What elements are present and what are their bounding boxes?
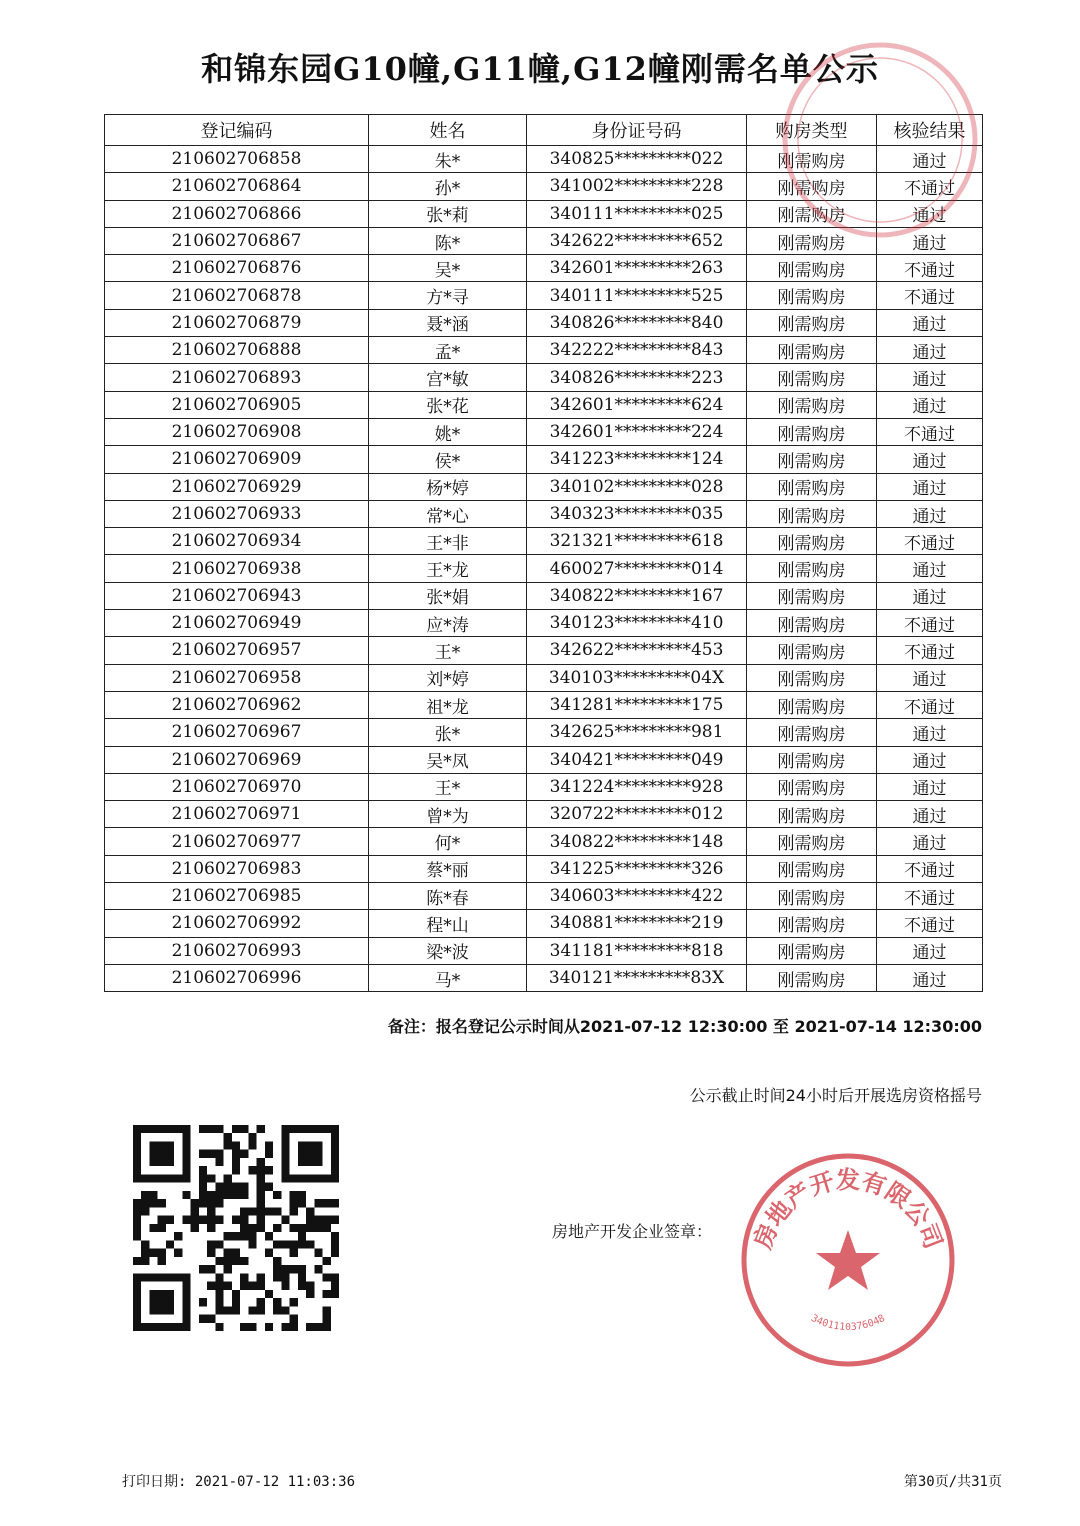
table-row [105,773,983,800]
name-cell: 孙* [369,173,527,200]
table-row [105,391,983,418]
verification-result-cell: 通过 [877,664,983,691]
purchase-type-cell: 刚需购房 [747,146,877,173]
verification-result-cell: 通过 [877,937,983,964]
purchase-type-cell: 刚需购房 [747,473,877,500]
purchase-type-cell: 刚需购房 [747,910,877,937]
id-number-cell: 340421*********049 [527,746,747,773]
registration-code-cell: 210602706879 [105,309,369,336]
purchase-type-cell: 刚需购房 [747,500,877,527]
table-row [105,446,983,473]
table-row [105,746,983,773]
purchase-type-cell: 刚需购房 [747,964,877,991]
name-cell: 宫*敏 [369,364,527,391]
registration-code-cell: 210602706970 [105,773,369,800]
faded-seal-stamp [770,30,980,260]
id-number-cell: 342601*********224 [527,418,747,445]
verification-result-cell: 不通过 [877,610,983,637]
id-number-cell: 460027*********014 [527,555,747,582]
svg-text:3401110376048 [809,1313,887,1333]
column-header-name: 姓名 [369,115,527,146]
registration-code-cell: 210602706949 [105,610,369,637]
id-number-cell: 341225*********326 [527,855,747,882]
registration-code-cell: 210602706938 [105,555,369,582]
registration-code-cell: 210602706908 [105,418,369,445]
registration-code-cell: 210602706864 [105,173,369,200]
verification-result-cell: 不通过 [877,418,983,445]
table-row [105,964,983,991]
name-cell: 马* [369,964,527,991]
qr-code-icon [133,1125,339,1331]
id-number-cell: 340121*********83X [527,964,747,991]
table-row [105,828,983,855]
publicity-period-note: 备注：报名登记公示时间从2021-07-12 12:30:00 至 2021-07-14 12:30:00 [387,1017,982,1036]
id-number-cell: 341181*********818 [527,937,747,964]
registration-code-cell: 210602706996 [105,964,369,991]
id-number-cell: 320722*********012 [527,801,747,828]
verification-result-cell: 不通过 [877,528,983,555]
purchase-type-cell: 刚需购房 [747,937,877,964]
id-number-cell: 340111*********525 [527,282,747,309]
seal-label: 房地产开发企业签章： [552,1222,713,1241]
name-cell: 陈* [369,227,527,254]
document-title: 和锦东园G10幢,G11幢,G12幢刚需名单公示 [201,50,879,88]
registration-code-cell: 210602706985 [105,883,369,910]
id-number-cell: 341224*********928 [527,773,747,800]
name-cell: 方*寻 [369,282,527,309]
table-row [105,801,983,828]
name-cell: 常*心 [369,500,527,527]
purchase-type-cell: 刚需购房 [747,664,877,691]
id-number-cell: 340826*********223 [527,364,747,391]
table-row [105,610,983,637]
verification-result-cell: 不通过 [877,910,983,937]
purchase-type-cell: 刚需购房 [747,282,877,309]
name-cell: 程*山 [369,910,527,937]
id-number-cell: 340881*********219 [527,910,747,937]
table-row [105,937,983,964]
roster-body [105,146,983,992]
page-indicator: 第30页/共31页 [903,1474,1002,1490]
purchase-type-cell: 刚需购房 [747,719,877,746]
registration-code-cell: 210602706967 [105,719,369,746]
print-date: 打印日期: 2021-07-12 11:03:36 [122,1474,356,1490]
verification-result-cell: 通过 [877,773,983,800]
purchase-type-cell: 刚需购房 [747,773,877,800]
name-cell: 祖*龙 [369,691,527,718]
id-number-cell: 321321*********618 [527,528,747,555]
name-cell: 梁*波 [369,937,527,964]
registration-code-cell: 210602706971 [105,801,369,828]
registration-code-cell: 210602706876 [105,255,369,282]
purchase-type-cell: 刚需购房 [747,883,877,910]
table-row [105,528,983,555]
name-cell: 姚* [369,418,527,445]
id-number-cell: 340825*********022 [527,146,747,173]
verification-result-cell: 通过 [877,555,983,582]
purchase-type-cell: 刚需购房 [747,610,877,637]
table-row [105,473,983,500]
registration-code-cell: 210602706993 [105,937,369,964]
purchase-type-cell: 刚需购房 [747,828,877,855]
id-number-cell: 340323*********035 [527,500,747,527]
registration-code-cell: 210602706893 [105,364,369,391]
table-row [105,883,983,910]
name-cell: 王* [369,773,527,800]
verification-result-cell: 通过 [877,337,983,364]
name-cell: 杨*婷 [369,473,527,500]
table-row [105,282,983,309]
id-number-cell: 340603*********422 [527,883,747,910]
name-cell: 朱* [369,146,527,173]
name-cell: 孟* [369,337,527,364]
id-number-cell: 341002*********228 [527,173,747,200]
table-row [105,910,983,937]
registration-code-cell: 210602706905 [105,391,369,418]
purchase-type-cell: 刚需购房 [747,555,877,582]
name-cell: 王*非 [369,528,527,555]
table-row [105,555,983,582]
name-cell: 张* [369,719,527,746]
table-row [105,309,983,336]
table-row [105,855,983,882]
verification-result-cell: 通过 [877,446,983,473]
registration-code-cell: 210602706878 [105,282,369,309]
verification-result-cell: 通过 [877,828,983,855]
seal-number: 3401110376048 [809,1312,887,1333]
registration-code-cell: 210602706929 [105,473,369,500]
id-number-cell: 341223*********124 [527,446,747,473]
verification-result-cell: 不通过 [877,282,983,309]
id-number-cell: 341281*********175 [527,691,747,718]
purchase-type-cell: 刚需购房 [747,418,877,445]
verification-result-cell: 不通过 [877,637,983,664]
purchase-type-cell: 刚需购房 [747,200,877,227]
name-cell: 蔡*丽 [369,855,527,882]
column-header-registration-code: 登记编码 [105,115,369,146]
id-number-cell: 342625*********981 [527,719,747,746]
registration-code-cell: 210602706858 [105,146,369,173]
purchase-type-cell: 刚需购房 [747,582,877,609]
name-cell: 侯* [369,446,527,473]
table-row [105,500,983,527]
id-number-cell: 342622*********652 [527,227,747,254]
name-cell: 吴* [369,255,527,282]
name-cell: 聂*涵 [369,309,527,336]
purchase-type-cell: 刚需购房 [747,801,877,828]
purchase-type-cell: 刚需购房 [747,746,877,773]
lottery-note: 公示截止时间24小时后开展选房资格摇号 [689,1086,982,1105]
purchase-type-cell: 刚需购房 [747,446,877,473]
purchase-type-cell: 刚需购房 [747,309,877,336]
name-cell: 刘*婷 [369,664,527,691]
purchase-type-cell: 刚需购房 [747,337,877,364]
registration-code-cell: 210602706957 [105,637,369,664]
purchase-type-cell: 刚需购房 [747,855,877,882]
purchase-type-cell: 刚需购房 [747,173,877,200]
verification-result-cell: 通过 [877,500,983,527]
verification-result-cell: 通过 [877,309,983,336]
name-cell: 吴*凤 [369,746,527,773]
id-number-cell: 340111*********025 [527,200,747,227]
name-cell: 张*娟 [369,582,527,609]
verification-result-cell: 通过 [877,391,983,418]
registration-code-cell: 210602706977 [105,828,369,855]
purchase-type-cell: 刚需购房 [747,255,877,282]
id-number-cell: 342601*********263 [527,255,747,282]
table-row [105,582,983,609]
id-number-cell: 340102*********028 [527,473,747,500]
company-seal-stamp [738,1150,958,1370]
registration-code-cell: 210602706888 [105,337,369,364]
name-cell: 张*花 [369,391,527,418]
name-cell: 何* [369,828,527,855]
name-cell: 张*莉 [369,200,527,227]
registration-code-cell: 210602706909 [105,446,369,473]
registration-code-cell: 210602706969 [105,746,369,773]
verification-result-cell: 不通过 [877,883,983,910]
table-row [105,637,983,664]
verification-result-cell: 通过 [877,582,983,609]
purchase-type-cell: 刚需购房 [747,227,877,254]
verification-result-cell: 通过 [877,473,983,500]
id-number-cell: 342222*********843 [527,337,747,364]
registration-code-cell: 210602706933 [105,500,369,527]
registration-code-cell: 210602706983 [105,855,369,882]
verification-result-cell: 通过 [877,801,983,828]
id-number-cell: 340822*********167 [527,582,747,609]
verification-result-cell: 通过 [877,719,983,746]
table-row [105,691,983,718]
id-number-cell: 340822*********148 [527,828,747,855]
registration-code-cell: 210602706866 [105,200,369,227]
table-row [105,337,983,364]
name-cell: 曾*为 [369,801,527,828]
id-number-cell: 342601*********624 [527,391,747,418]
name-cell: 陈*春 [369,883,527,910]
id-number-cell: 340103*********04X [527,664,747,691]
registration-code-cell: 210602706992 [105,910,369,937]
verification-result-cell: 不通过 [877,255,983,282]
table-row [105,664,983,691]
verification-result-cell: 通过 [877,964,983,991]
verification-result-cell: 不通过 [877,173,983,200]
registration-code-cell: 210602706958 [105,664,369,691]
name-cell: 应*涛 [369,610,527,637]
verification-result-cell: 通过 [877,746,983,773]
verification-result-cell: 通过 [877,146,983,173]
id-number-cell: 340826*********840 [527,309,747,336]
registration-code-cell: 210602706962 [105,691,369,718]
table-row [105,719,983,746]
id-number-cell: 342622*********453 [527,637,747,664]
purchase-type-cell: 刚需购房 [747,637,877,664]
verification-result-cell: 通过 [877,200,983,227]
purchase-type-cell: 刚需购房 [747,528,877,555]
column-header-verification-result: 核验结果 [877,115,983,146]
table-row [105,418,983,445]
column-header-purchase-type: 购房类型 [747,115,877,146]
registration-code-cell: 210602706934 [105,528,369,555]
verification-result-cell: 不通过 [877,691,983,718]
verification-result-cell: 通过 [877,364,983,391]
name-cell: 王*龙 [369,555,527,582]
seal-text: 房地产开发有限公司 [748,1166,948,1253]
table-row [105,364,983,391]
verification-result-cell: 不通过 [877,855,983,882]
verification-result-cell: 通过 [877,227,983,254]
purchase-type-cell: 刚需购房 [747,364,877,391]
registration-code-cell: 210602706867 [105,227,369,254]
purchase-type-cell: 刚需购房 [747,691,877,718]
id-number-cell: 340123*********410 [527,610,747,637]
name-cell: 王* [369,637,527,664]
registration-code-cell: 210602706943 [105,582,369,609]
purchase-type-cell: 刚需购房 [747,391,877,418]
column-header-id-number: 身份证号码 [527,115,747,146]
